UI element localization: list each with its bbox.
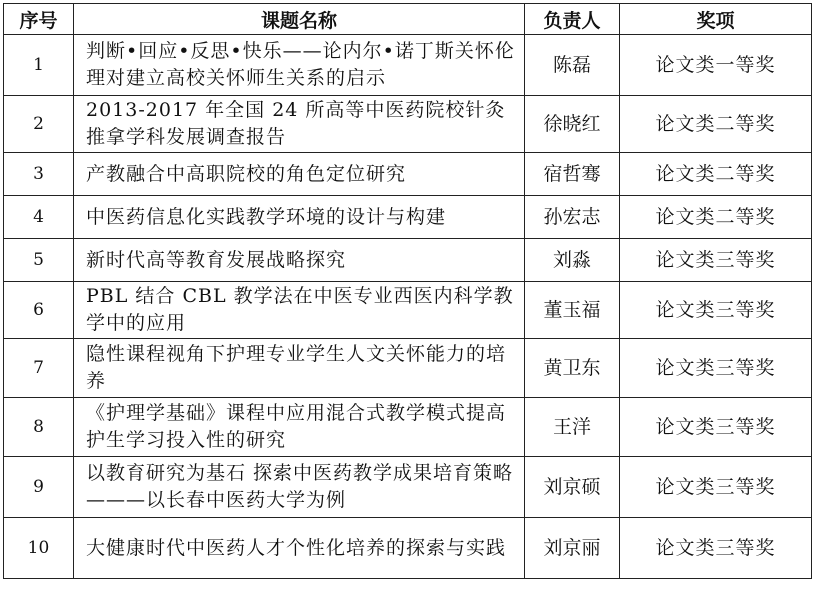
award-level: 论文类二等奖 [620,153,812,196]
table-row [4,518,812,579]
project-title: 隐性课程视角下护理专业学生人文关怀能力的培养 [74,339,525,398]
project-owner: 刘京丽 [525,518,620,579]
project-owner: 刘京硕 [525,457,620,518]
row-number: 7 [4,339,74,398]
row-number: 6 [4,282,74,339]
header-row [4,4,812,35]
project-owner: 王洋 [525,398,620,457]
table-row [4,282,812,339]
header-award: 奖项 [620,4,812,35]
row-number: 5 [4,239,74,282]
project-title: 以教育研究为基石 探索中医药教学成果培育策略———以长春中医药大学为例 [74,457,525,518]
award-level: 论文类一等奖 [620,35,812,96]
row-number: 10 [4,518,74,579]
row-number: 9 [4,457,74,518]
table-row [4,239,812,282]
table-row [4,398,812,457]
row-number: 3 [4,153,74,196]
table-row [4,457,812,518]
award-level: 论文类三等奖 [620,339,812,398]
table-row [4,153,812,196]
row-number: 1 [4,35,74,96]
award-level: 论文类三等奖 [620,282,812,339]
project-owner: 孙宏志 [525,196,620,239]
project-title: 判断•回应•反思•快乐——论内尔•诺丁斯关怀伦理对建立高校关怀师生关系的启示 [74,35,525,96]
table-row [4,339,812,398]
header-title: 课题名称 [74,4,525,35]
project-owner: 刘淼 [525,239,620,282]
project-owner: 徐晓红 [525,96,620,153]
project-title: PBL 结合 CBL 教学法在中医专业西医内科学教学中的应用 [74,282,525,339]
project-owner: 宿哲骞 [525,153,620,196]
awards-table [3,3,812,579]
header-owner: 负责人 [525,4,620,35]
award-level: 论文类三等奖 [620,457,812,518]
table-row [4,35,812,96]
table-row [4,96,812,153]
project-title: 产教融合中高职院校的角色定位研究 [74,153,525,196]
row-number: 8 [4,398,74,457]
table-row [4,196,812,239]
project-owner: 黄卫东 [525,339,620,398]
project-owner: 董玉福 [525,282,620,339]
award-level: 论文类三等奖 [620,398,812,457]
award-level: 论文类二等奖 [620,96,812,153]
project-title: 《护理学基础》课程中应用混合式教学模式提高护生学习投入性的研究 [74,398,525,457]
award-level: 论文类三等奖 [620,518,812,579]
project-owner: 陈磊 [525,35,620,96]
header-no: 序号 [4,4,74,35]
award-level: 论文类二等奖 [620,196,812,239]
row-number: 4 [4,196,74,239]
project-title: 大健康时代中医药人才个性化培养的探索与实践 [74,518,525,579]
project-title: 2013-2017 年全国 24 所高等中医药院校针灸推拿学科发展调查报告 [74,96,525,153]
project-title: 中医药信息化实践教学环境的设计与构建 [74,196,525,239]
project-title: 新时代高等教育发展战略探究 [74,239,525,282]
row-number: 2 [4,96,74,153]
award-level: 论文类三等奖 [620,239,812,282]
